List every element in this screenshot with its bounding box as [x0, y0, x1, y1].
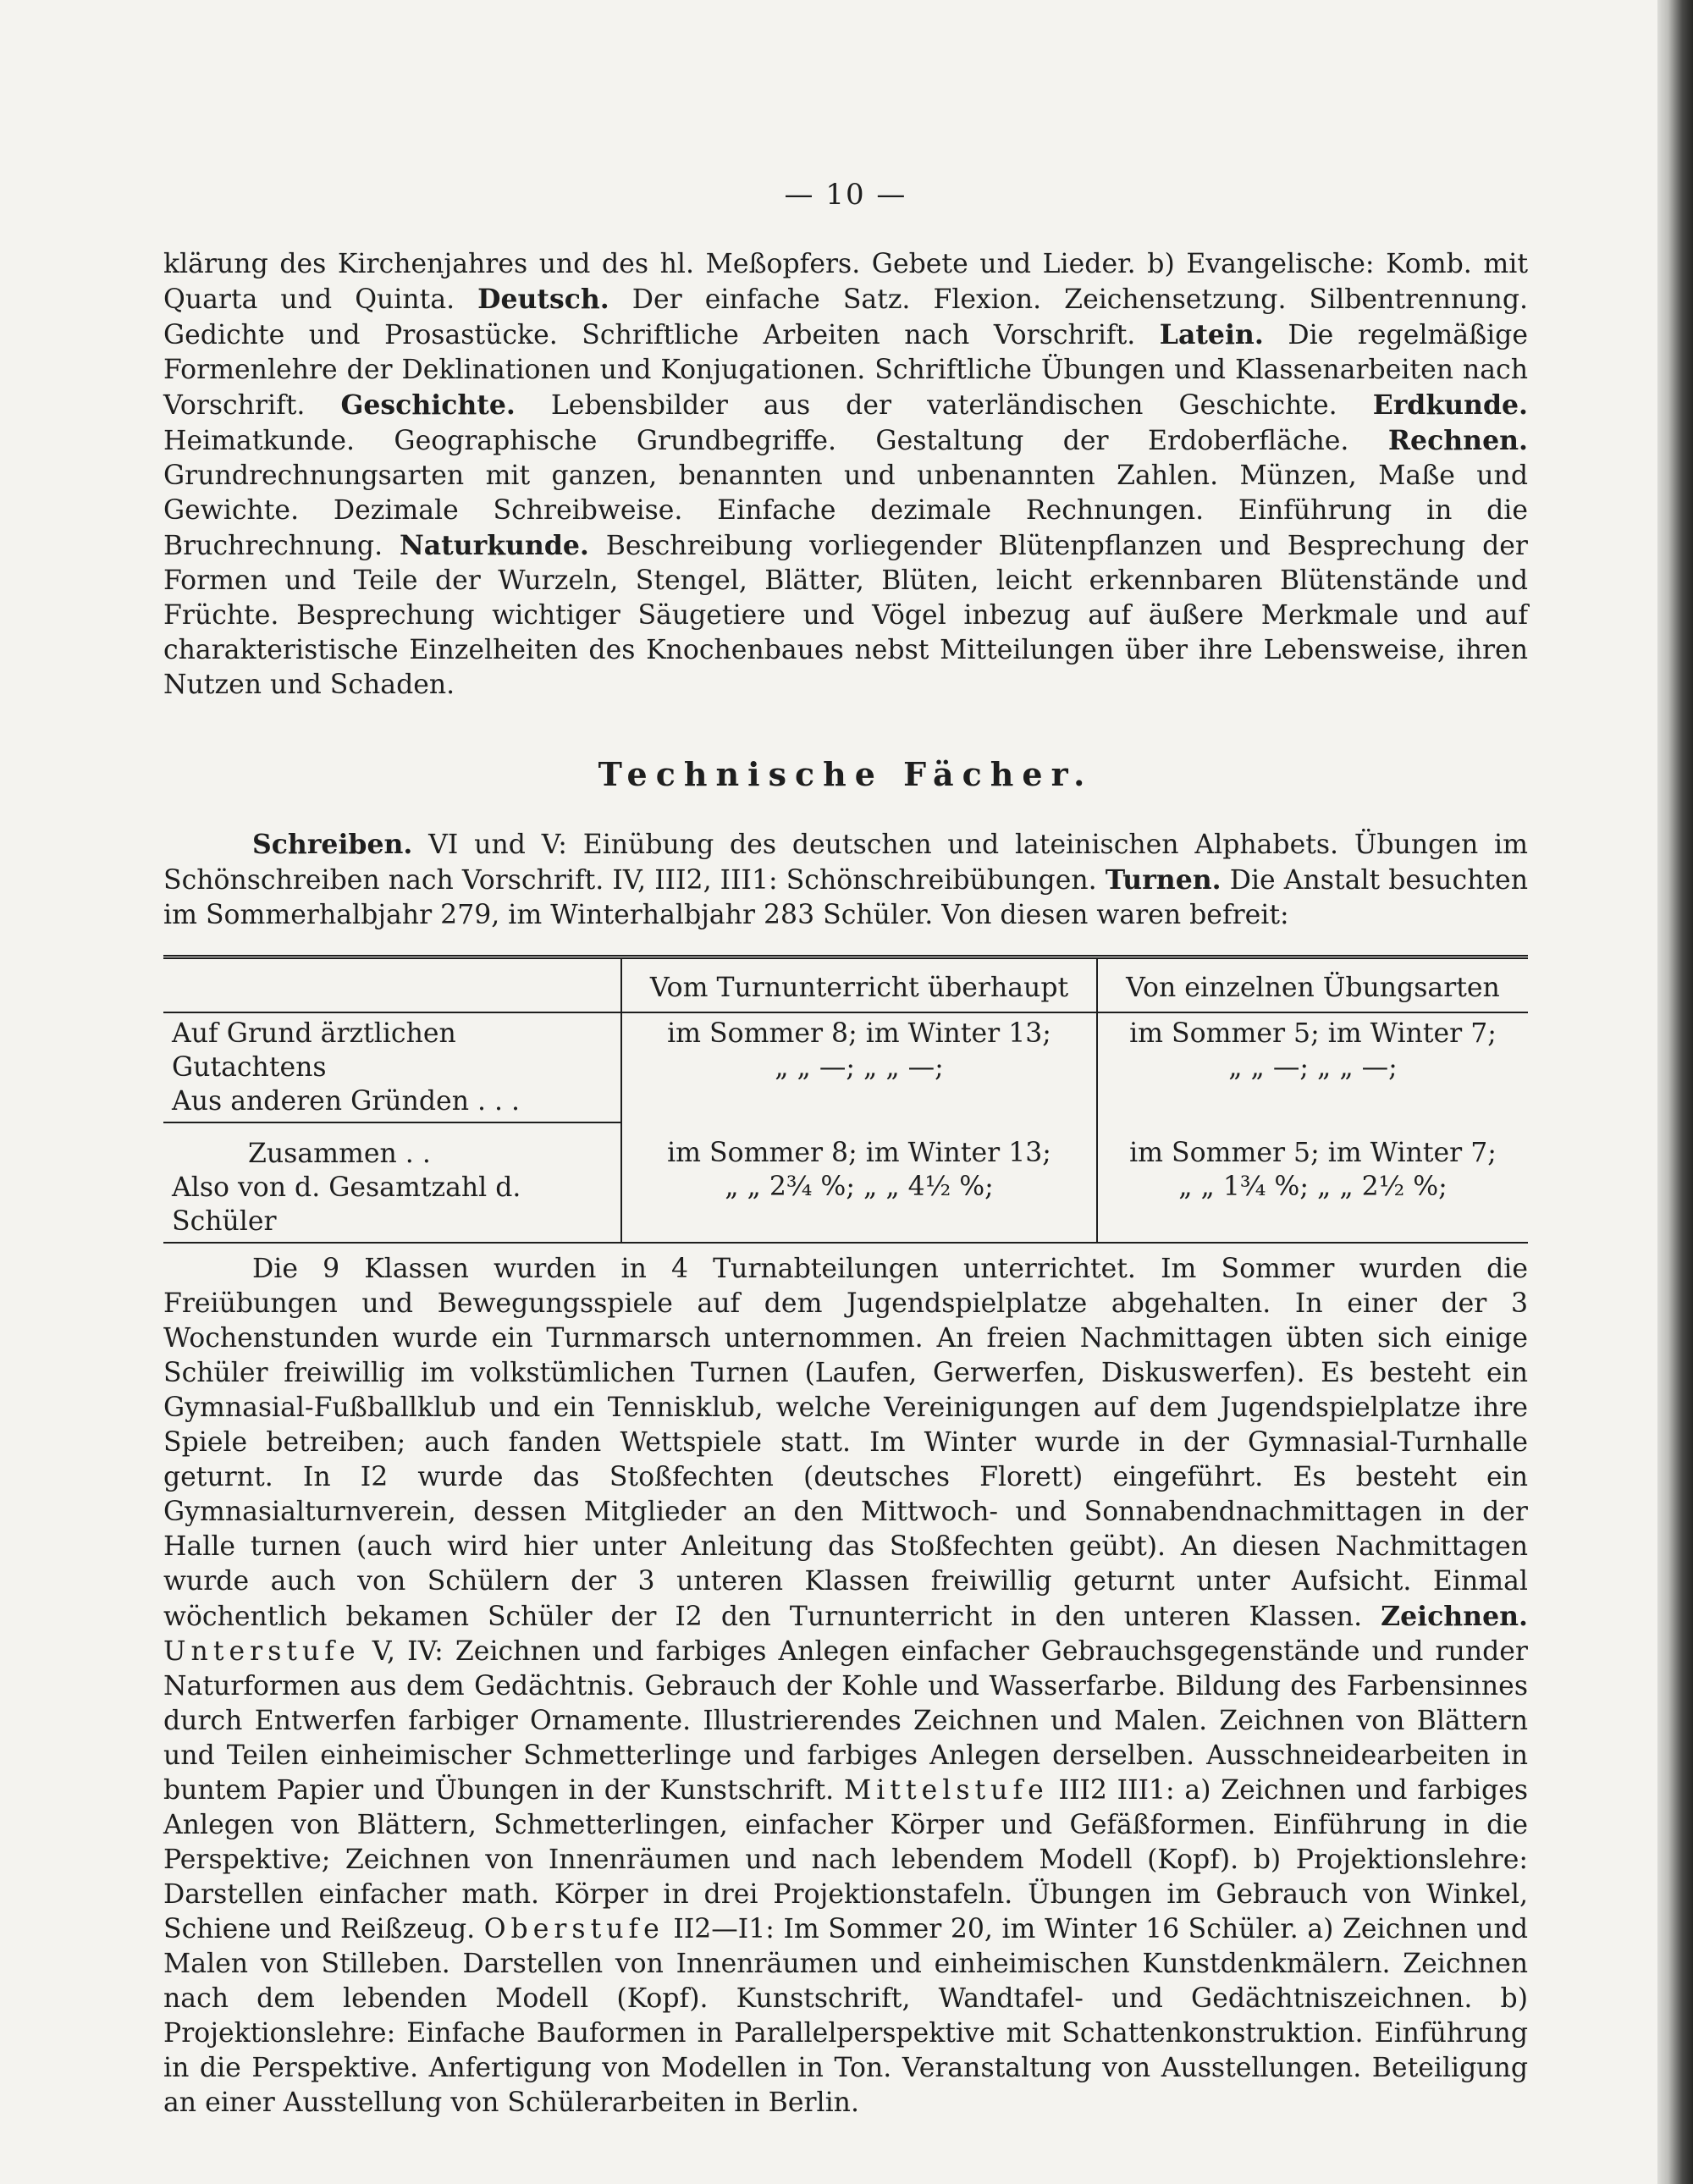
para1-text-5: Heimatkunde. Geographische Grundbegriffe. Gestaltung der Erdoberfläche.: [163, 426, 1388, 456]
subject-turnen: Turnen.: [1105, 864, 1221, 896]
row-label-percent: Also von d. Gesamtzahl d. Schüler: [172, 1172, 521, 1237]
cell-individual-total: im Sommer 5; im Winter 7;: [1129, 1138, 1497, 1168]
para2-text-1: VI und V: Einübung des deutschen und lateinischen Alphabets. Übungen im Schönschreiben nach Vorschrift. IV, III2, III1: Schönschreibübungen.: [163, 830, 1528, 896]
para1-text-6: Grundrechnungsarten mit ganzen, benannten und unbenannten Zahlen. Münzen, Maße und Gewichte. Dezimale Schreibweise. Einfache dezimale Rechnungen. Einführung in die Bruchrechnung.: [163, 461, 1528, 561]
row-label-medical: Auf Grund ärztlichen Gutachtens: [172, 1018, 456, 1083]
row-label-total: Zusammen . .: [248, 1139, 431, 1169]
paragraph-lower-classes: [163, 247, 1528, 703]
subject-zeichnen: Zeichnen.: [1381, 1601, 1528, 1632]
table-row: [163, 1122, 1528, 1243]
cell-overall-percent: „ „ 2¾ %; „ „ 4½ %;: [725, 1172, 994, 1202]
row-cell-individual: [1097, 1122, 1528, 1243]
label-unterstufe: Unterstufe: [163, 1636, 361, 1667]
para3-text-2: V, IV: Zeichnen und farbiges Anlegen einfacher Gebrauchsgegenstände und runder Naturformen aus dem Gedächtnis. Gebrauch der Kohle und Wasserfarbe. Bildung des Farbensinnes durch Entwerfen farbiger Ornamente. Illustrierendes Zeichnen und Malen. Zeichnen von Blättern und Teilen einheimischer Schmetterlinge und farbiges Anlegen derselben. Ausschneidearbeiten in buntem Papier und Übungen in der Kunstschrift.: [163, 1636, 1528, 1806]
para2-text-2: Die Anstalt besuchten im Sommerhalbjahr 279, im Winterhalbjahr 283 Schüler. Von diesen waren befreit:: [163, 865, 1528, 930]
row-cell-overall: [621, 1122, 1097, 1243]
book-spine-shadow: [1657, 0, 1693, 2184]
subject-schreiben: Schreiben.: [252, 829, 413, 860]
subject-erdkunde: Erdkunde.: [1372, 389, 1528, 421]
paragraph-schreiben-turnen: [163, 827, 1528, 933]
para1-text-3: Die regelmäßige Formenlehre der Deklinationen und Konjugationen. Schriftliche Übungen und Klassenarbeiten nach Vorschrift.: [163, 320, 1528, 421]
table-header-blank: [163, 957, 621, 1013]
section-heading: Technische Fächer.: [598, 755, 1094, 793]
label-mittelstufe: Mittelstufe: [843, 1775, 1049, 1806]
row-label-cell: [163, 1012, 621, 1122]
table-header-overall: Vom Turnunterricht überhaupt: [621, 957, 1097, 1013]
subject-geschichte: Geschichte.: [340, 389, 516, 421]
table-row: [163, 1012, 1528, 1122]
para3-text-4: II2—I1: Im Sommer 20, im Winter 16 Schüler. a) Zeichnen und Malen von Stilleben. Darstellen von Innenräumen und einheimischen Kunstdenkmälern. Zeichnen nach dem lebenden Modell (Kopf). Kunstschrift, Wandtafel- und Gedächtniszeichnen. b) Projektionslehre: Einfache Bauformen in Parallelperspektive mit Schattenkonstruktion. Einführung in die Perspektive. Anfertigung von Modellen in Ton. Veranstaltung von Ausstellungen. Beteiligung an einer Ausstellung von Schülerarbeiten in Berlin.: [163, 1914, 1529, 2118]
page-content: [163, 178, 1528, 2121]
exemption-table: [163, 955, 1528, 1244]
label-oberstufe: Oberstufe: [483, 1914, 665, 1944]
table-header-individual: Von einzelnen Übungsarten: [1097, 957, 1528, 1013]
subject-rechnen: Rechnen.: [1387, 425, 1528, 456]
subject-deutsch: Deutsch.: [477, 284, 609, 315]
para1-text-4: Lebensbilder aus der vaterländischen Geschichte.: [515, 390, 1373, 421]
cell-overall-medical: im Sommer 8; im Winter 13;: [667, 1018, 1051, 1049]
page-number: — 10 —: [784, 178, 907, 212]
row-label-other: Aus anderen Gründen . . .: [172, 1086, 521, 1117]
cell-overall-other: „ „ —; „ „ —;: [775, 1052, 944, 1083]
cell-overall-total: im Sommer 8; im Winter 13;: [667, 1138, 1051, 1168]
cell-individual-other: „ „ —; „ „ —;: [1228, 1052, 1398, 1083]
subject-naturkunde: Naturkunde.: [399, 530, 589, 561]
para3-text-3: III2 III1: a) Zeichnen und farbiges Anlegen von Blättern, Schmetterlingen, einfacher Körper und Gefäßformen. Einführung in die Perspektive; Zeichnen von Innenräumen und nach lebendem Modell (Kopf). b) Projektionslehre: Darstellen einfacher math. Körper in drei Projektionstafeln. Übungen im Gebrauch von Winkel, Schiene und Reißzeug.: [163, 1775, 1529, 1944]
para1-text-1: klärung des Kirchenjahres und des hl. Meßopfers. Gebete und Lieder. b) Evangelische: Komb. mit Quarta und Quinta.: [163, 249, 1528, 315]
subject-latein: Latein.: [1159, 319, 1264, 350]
row-label-cell: [163, 1122, 621, 1243]
cell-individual-percent: „ „ 1¾ %; „ „ 2½ %;: [1178, 1172, 1448, 1202]
row-cell-overall: [621, 1012, 1097, 1122]
paragraph-turnen-zeichnen: [163, 1252, 1528, 2121]
table-header-row: [163, 957, 1528, 1013]
para1-text-2: Der einfache Satz. Flexion. Zeichensetzung. Silbentrennung. Gedichte und Prosastücke. Schriftliche Arbeiten nach Vorschrift.: [163, 284, 1528, 350]
para1-text-7: Beschreibung vorliegender Blütenpflanzen und Besprechung der Formen und Teile der Wurzeln, Stengel, Blätter, Blüten, leicht erkennbaren Blütenstände und Früchte. Besprechung wichtiger Säugetiere und Vögel inbezug auf äußere Merkmale und auf charakteristische Einzelheiten des Knochenbaues nebst Mitteilungen über ihre Lebensweise, ihren Nutzen und Schaden.: [163, 531, 1528, 700]
para3-text-1: Die 9 Klassen wurden in 4 Turnabteilungen unterrichtet. Im Sommer wurden die Freiübungen und Bewegungsspiele auf dem Jugendspielplatze abgehalten. In einer der 3 Wochenstunden wurde ein Turnmarsch unternommen. An freien Nachmittagen übten sich einige Schüler freiwillig im volkstümlichen Turnen (Laufen, Gerwerfen, Diskuswerfen). Es besteht ein Gymnasial-Fußballklub und ein Tennisklub, welche Vereinigungen auf dem Jugendspielplatze ihre Spiele betreiben; auch fanden Wettspiele statt. Im Winter wurde in der Gymnasial-Turnhalle geturnt. In I2 wurde das Stoßfechten (deutsches Florett) eingeführt. Es besteht ein Gymnasialturnverein, dessen Mitglieder an den Mittwoch- und Sonnabendnachmittagen in der Halle turnen (auch wird hier unter Anleitung das Stoßfechten geübt). An diesen Nachmittagen wurde auch von Schülern der 3 unteren Klassen freiwillig geturnt unter Aufsicht. Einmal wöchentlich bekamen Schüler der I2 den Turnunterricht in den unteren Klassen.: [163, 1254, 1528, 1632]
cell-individual-medical: im Sommer 5; im Winter 7;: [1129, 1018, 1497, 1049]
row-cell-individual: [1097, 1012, 1528, 1122]
